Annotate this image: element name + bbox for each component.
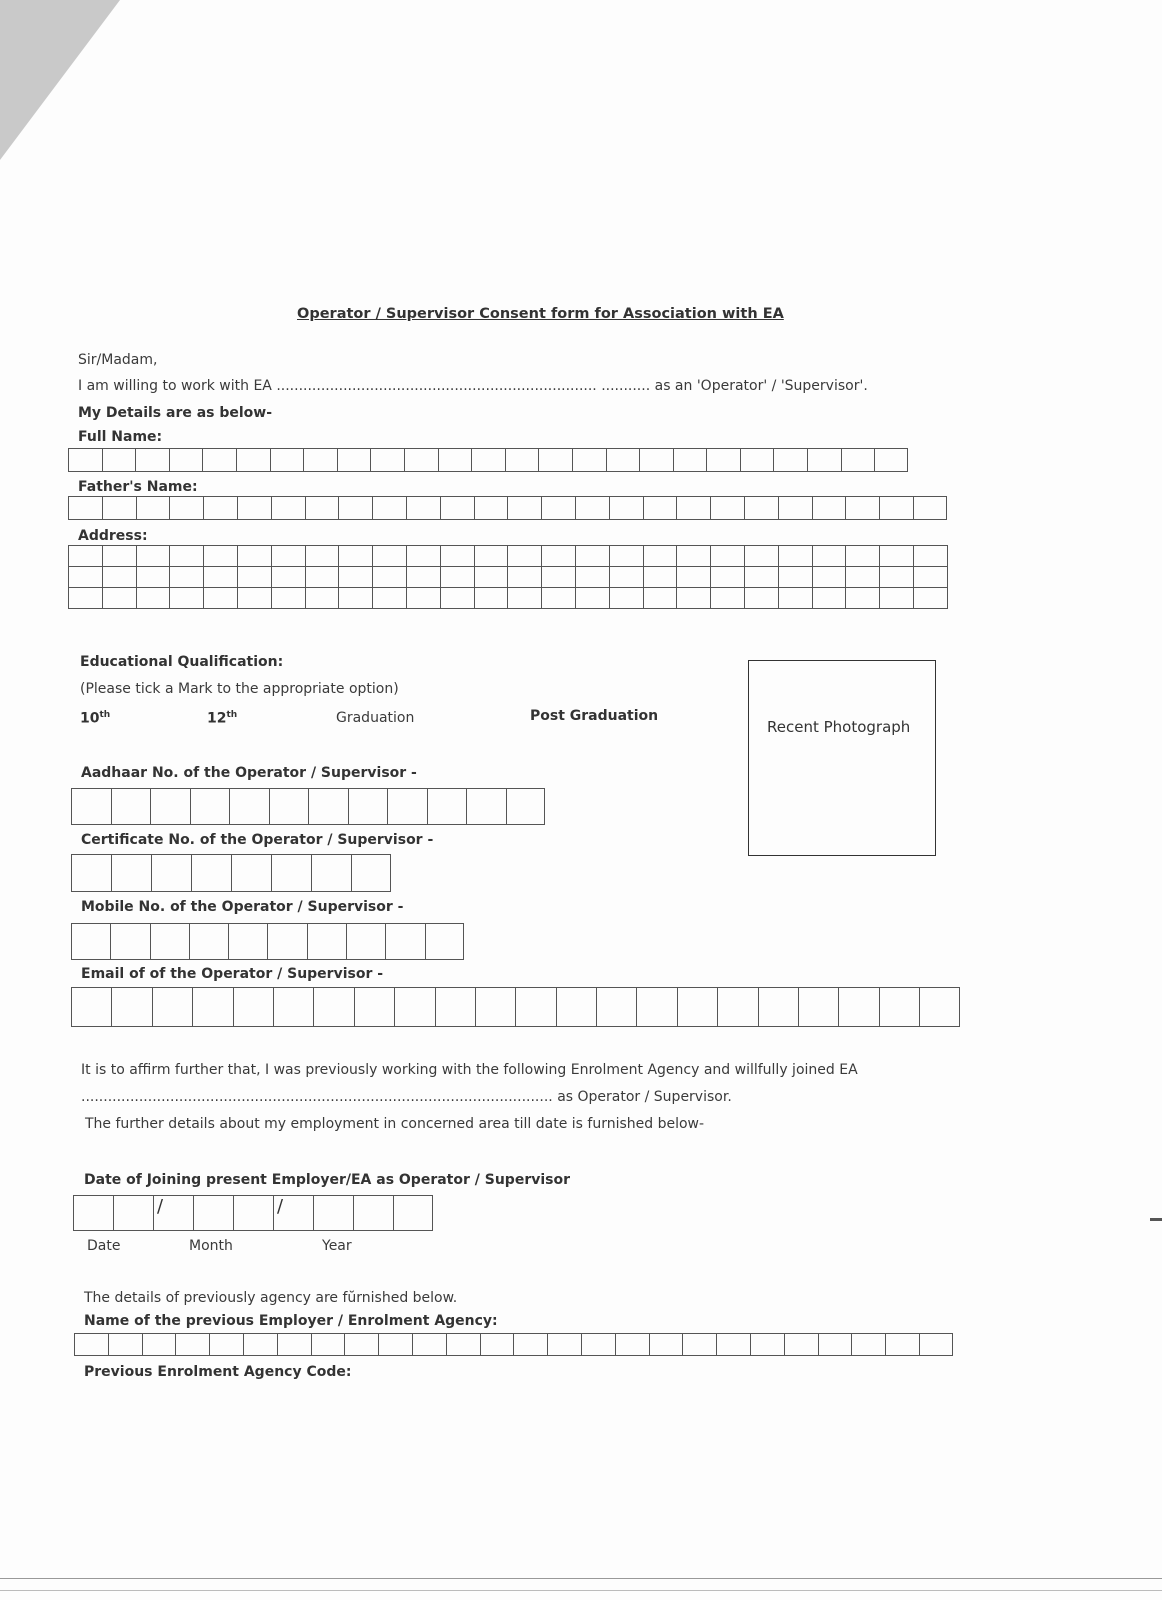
details-intro: My Details are as below-	[78, 405, 273, 421]
option-graduation[interactable]: Graduation	[336, 710, 415, 726]
char-box[interactable]	[135, 448, 169, 472]
char-box[interactable]	[885, 1333, 919, 1356]
char-box[interactable]	[204, 588, 238, 609]
char-box[interactable]	[228, 923, 267, 960]
char-box[interactable]	[303, 448, 337, 472]
char-box[interactable]	[339, 588, 373, 609]
date-separator: /	[277, 1196, 284, 1217]
char-box[interactable]	[193, 1195, 233, 1231]
affirm-suffix: as Operator / Supervisor.	[557, 1089, 732, 1105]
char-box[interactable]	[313, 987, 353, 1027]
char-box[interactable]	[506, 788, 546, 825]
option-12th-label: 12	[207, 710, 227, 727]
scan-edge-mark	[1150, 1218, 1162, 1221]
scan-bottom-line	[0, 1578, 1162, 1579]
char-box[interactable]	[102, 496, 136, 520]
char-box[interactable]	[744, 496, 778, 520]
char-box[interactable]	[538, 448, 572, 472]
char-box[interactable]	[812, 496, 846, 520]
char-box[interactable]	[406, 496, 440, 520]
char-box[interactable]	[542, 567, 576, 588]
char-box[interactable]	[542, 546, 576, 567]
email-boxes[interactable]	[71, 987, 960, 1027]
char-box[interactable]	[779, 546, 813, 567]
char-box[interactable]	[515, 987, 555, 1027]
char-box[interactable]	[507, 496, 541, 520]
address-boxes[interactable]	[68, 545, 948, 609]
char-box[interactable]	[137, 567, 171, 588]
char-box[interactable]	[137, 546, 171, 567]
option-10th-sup: th	[99, 710, 111, 720]
option-10th-label: 10	[80, 710, 100, 727]
char-box[interactable]	[682, 1333, 716, 1356]
char-box[interactable]	[508, 588, 542, 609]
certificate-label: Certificate No. of the Operator / Supervisor -	[81, 832, 434, 848]
char-box[interactable]	[846, 567, 880, 588]
char-box[interactable]	[346, 923, 385, 960]
char-box[interactable]	[716, 1333, 750, 1356]
char-box[interactable]	[717, 987, 757, 1027]
char-box[interactable]	[231, 854, 271, 892]
char-box[interactable]	[273, 1195, 313, 1231]
char-box[interactable]	[711, 588, 745, 609]
char-box[interactable]	[113, 1195, 153, 1231]
char-box[interactable]	[203, 496, 237, 520]
char-box[interactable]	[71, 854, 111, 892]
photo-label: Recent Photograph	[767, 718, 911, 736]
char-box[interactable]	[412, 1333, 446, 1356]
char-box[interactable]	[353, 1195, 393, 1231]
char-box[interactable]	[175, 1333, 209, 1356]
education-label: Educational Qualification:	[80, 654, 284, 670]
char-box[interactable]	[238, 567, 272, 588]
char-box[interactable]	[306, 567, 340, 588]
char-box[interactable]	[740, 448, 774, 472]
char-box[interactable]	[311, 1333, 345, 1356]
char-box[interactable]	[508, 567, 542, 588]
char-box[interactable]	[745, 567, 779, 588]
char-box[interactable]	[541, 496, 575, 520]
fathers-name-boxes[interactable]	[68, 496, 947, 520]
char-box[interactable]	[813, 588, 847, 609]
char-box[interactable]	[338, 496, 372, 520]
affirm-text: It is to affirm further that, I was previously working with the following Enrolment Agency and willfully joined EA	[81, 1062, 858, 1078]
char-box[interactable]	[913, 496, 947, 520]
joining-label: Date of Joining present Employer/EA as Operator / Supervisor	[84, 1172, 571, 1188]
ea-name-blank[interactable]: ........................................................................ ...........	[276, 378, 651, 394]
char-box[interactable]	[838, 987, 878, 1027]
char-box[interactable]	[153, 1195, 193, 1231]
date-separator: /	[157, 1196, 164, 1217]
char-box[interactable]	[639, 448, 673, 472]
previous-employer-boxes[interactable]	[74, 1333, 953, 1356]
char-box[interactable]	[644, 567, 678, 588]
option-post-graduation[interactable]: Post Graduation	[530, 708, 659, 724]
char-box[interactable]	[644, 588, 678, 609]
willing-prefix: I am willing to work with EA	[78, 378, 272, 394]
form-title: Operator / Supervisor Consent form for Association with EA	[297, 306, 784, 322]
char-box[interactable]	[271, 854, 311, 892]
char-box[interactable]	[378, 1333, 412, 1356]
joining-date-boxes[interactable]	[73, 1195, 433, 1231]
char-box[interactable]	[615, 1333, 649, 1356]
char-box[interactable]	[237, 496, 271, 520]
char-box[interactable]	[271, 496, 305, 520]
char-box[interactable]	[475, 567, 509, 588]
char-box[interactable]	[880, 546, 914, 567]
char-box[interactable]	[576, 567, 610, 588]
char-box[interactable]	[841, 448, 875, 472]
char-box[interactable]	[606, 448, 640, 472]
aadhaar-label: Aadhaar No. of the Operator / Supervisor -	[81, 765, 417, 781]
char-box[interactable]	[73, 1195, 113, 1231]
char-box[interactable]	[233, 987, 273, 1027]
char-box[interactable]	[273, 987, 313, 1027]
char-box[interactable]	[845, 496, 879, 520]
char-box[interactable]	[108, 1333, 142, 1356]
previous-code-label: Previous Enrolment Agency Code:	[84, 1364, 352, 1380]
char-box[interactable]	[387, 788, 427, 825]
char-box[interactable]	[152, 987, 192, 1027]
char-box[interactable]	[110, 923, 149, 960]
char-box[interactable]	[407, 567, 441, 588]
char-box[interactable]	[150, 923, 189, 960]
char-box[interactable]	[191, 854, 231, 892]
char-box[interactable]	[142, 1333, 176, 1356]
char-box[interactable]	[471, 448, 505, 472]
char-box[interactable]	[238, 546, 272, 567]
willing-line	[78, 378, 868, 394]
date-caption: Date	[87, 1238, 121, 1254]
char-box[interactable]	[204, 567, 238, 588]
char-box[interactable]	[706, 448, 740, 472]
previous-employer-label: Name of the previous Employer / Enrolment Agency:	[84, 1313, 498, 1329]
char-box[interactable]	[572, 448, 606, 472]
char-box[interactable]	[305, 496, 339, 520]
char-box[interactable]	[446, 1333, 480, 1356]
char-box[interactable]	[880, 567, 914, 588]
char-box[interactable]	[68, 496, 102, 520]
char-box[interactable]	[846, 588, 880, 609]
char-box[interactable]	[435, 987, 475, 1027]
char-box[interactable]	[596, 987, 636, 1027]
char-box[interactable]	[711, 546, 745, 567]
email-label: Email of of the Operator / Supervisor -	[81, 966, 384, 982]
char-box[interactable]	[385, 923, 424, 960]
scan-bottom-line-2	[0, 1590, 1162, 1591]
previous-ea-blank[interactable]: ..........................................................................................................	[81, 1089, 553, 1105]
char-box[interactable]	[677, 546, 711, 567]
char-box[interactable]	[229, 788, 269, 825]
char-box[interactable]	[372, 496, 406, 520]
char-box[interactable]	[677, 567, 711, 588]
char-box[interactable]	[373, 567, 407, 588]
char-box[interactable]	[136, 496, 170, 520]
char-box[interactable]	[676, 496, 710, 520]
char-box[interactable]	[339, 567, 373, 588]
char-box[interactable]	[643, 496, 677, 520]
char-box[interactable]	[170, 546, 204, 567]
address-label: Address:	[78, 528, 148, 544]
option-12th-sup: th	[226, 710, 238, 720]
char-box[interactable]	[914, 546, 948, 567]
char-box[interactable]	[137, 588, 171, 609]
char-box[interactable]	[556, 987, 596, 1027]
char-box[interactable]	[103, 546, 137, 567]
char-box[interactable]	[745, 588, 779, 609]
char-box[interactable]	[71, 788, 111, 825]
char-box[interactable]	[914, 567, 948, 588]
char-box[interactable]	[610, 546, 644, 567]
char-box[interactable]	[407, 588, 441, 609]
month-caption: Month	[189, 1238, 233, 1254]
char-box[interactable]	[636, 987, 676, 1027]
char-box[interactable]	[354, 987, 394, 1027]
char-box[interactable]	[513, 1333, 547, 1356]
char-box[interactable]	[466, 788, 506, 825]
char-box[interactable]	[272, 567, 306, 588]
char-box[interactable]	[610, 567, 644, 588]
scan-page-fold	[0, 0, 120, 160]
char-box[interactable]	[779, 567, 813, 588]
char-box[interactable]	[644, 546, 678, 567]
photo-box	[748, 660, 936, 856]
char-box[interactable]	[475, 546, 509, 567]
char-box[interactable]	[170, 588, 204, 609]
char-box[interactable]	[919, 1333, 953, 1356]
char-box[interactable]	[874, 448, 908, 472]
char-box[interactable]	[750, 1333, 784, 1356]
willing-suffix: as an 'Operator' / 'Supervisor'.	[654, 378, 868, 394]
mobile-boxes[interactable]	[71, 923, 464, 960]
char-box[interactable]	[480, 1333, 514, 1356]
education-hint: (Please tick a Mark to the appropriate option)	[80, 681, 399, 697]
char-box[interactable]	[745, 546, 779, 567]
char-box[interactable]	[150, 788, 190, 825]
char-box[interactable]	[394, 987, 434, 1027]
char-box[interactable]	[111, 854, 151, 892]
char-box[interactable]	[243, 1333, 277, 1356]
char-box[interactable]	[851, 1333, 885, 1356]
char-box[interactable]	[393, 1195, 433, 1231]
char-box[interactable]	[758, 987, 798, 1027]
certificate-boxes[interactable]	[71, 854, 391, 892]
char-box[interactable]	[677, 987, 717, 1027]
char-box[interactable]	[505, 448, 539, 472]
full-name-boxes[interactable]	[68, 448, 908, 472]
char-box[interactable]	[773, 448, 807, 472]
char-box[interactable]	[508, 546, 542, 567]
char-box[interactable]	[308, 788, 348, 825]
option-12th[interactable]	[207, 710, 237, 727]
char-box[interactable]	[373, 588, 407, 609]
char-box[interactable]	[576, 588, 610, 609]
char-box[interactable]	[238, 588, 272, 609]
char-box[interactable]	[441, 567, 475, 588]
char-box[interactable]	[919, 987, 959, 1027]
char-box[interactable]	[270, 448, 304, 472]
char-box[interactable]	[880, 588, 914, 609]
char-box[interactable]	[71, 987, 111, 1027]
char-box[interactable]	[609, 496, 643, 520]
char-box[interactable]	[914, 588, 948, 609]
char-box[interactable]	[267, 923, 306, 960]
char-box[interactable]	[818, 1333, 852, 1356]
char-box[interactable]	[778, 496, 812, 520]
char-box[interactable]	[339, 546, 373, 567]
char-box[interactable]	[192, 987, 232, 1027]
char-box[interactable]	[673, 448, 707, 472]
char-box[interactable]	[441, 588, 475, 609]
char-box[interactable]	[576, 546, 610, 567]
char-box[interactable]	[784, 1333, 818, 1356]
char-box[interactable]	[440, 496, 474, 520]
char-box[interactable]	[69, 588, 103, 609]
char-box[interactable]	[581, 1333, 615, 1356]
char-box[interactable]	[370, 448, 404, 472]
char-box[interactable]	[189, 923, 228, 960]
aadhaar-boxes[interactable]	[71, 788, 545, 825]
char-box[interactable]	[373, 546, 407, 567]
char-box[interactable]	[102, 448, 136, 472]
char-box[interactable]	[677, 588, 711, 609]
char-box[interactable]	[69, 567, 103, 588]
char-box[interactable]	[351, 854, 391, 892]
char-box[interactable]	[272, 588, 306, 609]
char-box[interactable]	[813, 546, 847, 567]
char-box[interactable]	[209, 1333, 243, 1356]
char-box[interactable]	[438, 448, 472, 472]
char-box[interactable]	[69, 546, 103, 567]
full-name-label: Full Name:	[78, 429, 163, 445]
option-10th[interactable]	[80, 710, 110, 727]
char-box[interactable]	[190, 788, 230, 825]
char-box[interactable]	[610, 588, 644, 609]
char-box[interactable]	[111, 788, 151, 825]
fathers-name-label: Father's Name:	[78, 479, 198, 495]
char-box[interactable]	[813, 567, 847, 588]
char-box[interactable]	[475, 987, 515, 1027]
char-box[interactable]	[404, 448, 438, 472]
char-box[interactable]	[68, 448, 102, 472]
char-box[interactable]	[103, 588, 137, 609]
char-box[interactable]	[236, 448, 270, 472]
char-box[interactable]	[74, 1333, 108, 1356]
char-box[interactable]	[348, 788, 388, 825]
char-box[interactable]	[807, 448, 841, 472]
char-box[interactable]	[711, 567, 745, 588]
char-box[interactable]	[879, 496, 913, 520]
char-box[interactable]	[344, 1333, 378, 1356]
affirm-line	[81, 1089, 732, 1105]
char-box[interactable]	[879, 987, 919, 1027]
char-box[interactable]	[846, 546, 880, 567]
year-caption: Year	[322, 1238, 352, 1254]
char-box[interactable]	[202, 448, 236, 472]
char-box[interactable]	[71, 923, 110, 960]
char-box[interactable]	[169, 448, 203, 472]
char-box[interactable]	[306, 588, 340, 609]
char-box[interactable]	[710, 496, 744, 520]
char-box[interactable]	[441, 546, 475, 567]
char-box[interactable]	[313, 1195, 353, 1231]
char-box[interactable]	[407, 546, 441, 567]
char-box[interactable]	[277, 1333, 311, 1356]
char-box[interactable]	[337, 448, 371, 472]
char-box[interactable]	[170, 567, 204, 588]
char-box[interactable]	[425, 923, 464, 960]
previous-agency-intro: The details of previously agency are fŭrnished below.	[84, 1290, 458, 1306]
char-box[interactable]	[475, 588, 509, 609]
further-details: The further details about my employment in concerned area till date is furnished below-	[85, 1116, 705, 1132]
char-box[interactable]	[474, 496, 508, 520]
char-box[interactable]	[204, 546, 238, 567]
char-box[interactable]	[272, 546, 306, 567]
mobile-label: Mobile No. of the Operator / Supervisor -	[81, 899, 404, 915]
char-box[interactable]	[798, 987, 838, 1027]
char-box[interactable]	[779, 588, 813, 609]
char-box[interactable]	[575, 496, 609, 520]
char-box[interactable]	[306, 546, 340, 567]
char-box[interactable]	[111, 987, 151, 1027]
char-box[interactable]	[169, 496, 203, 520]
char-box[interactable]	[151, 854, 191, 892]
char-box[interactable]	[233, 1195, 273, 1231]
char-box[interactable]	[103, 567, 137, 588]
char-box[interactable]	[649, 1333, 683, 1356]
char-box[interactable]	[269, 788, 309, 825]
char-box[interactable]	[307, 923, 346, 960]
char-box[interactable]	[547, 1333, 581, 1356]
char-box[interactable]	[542, 588, 576, 609]
salutation: Sir/Madam,	[78, 352, 158, 368]
char-box[interactable]	[427, 788, 467, 825]
char-box[interactable]	[311, 854, 351, 892]
